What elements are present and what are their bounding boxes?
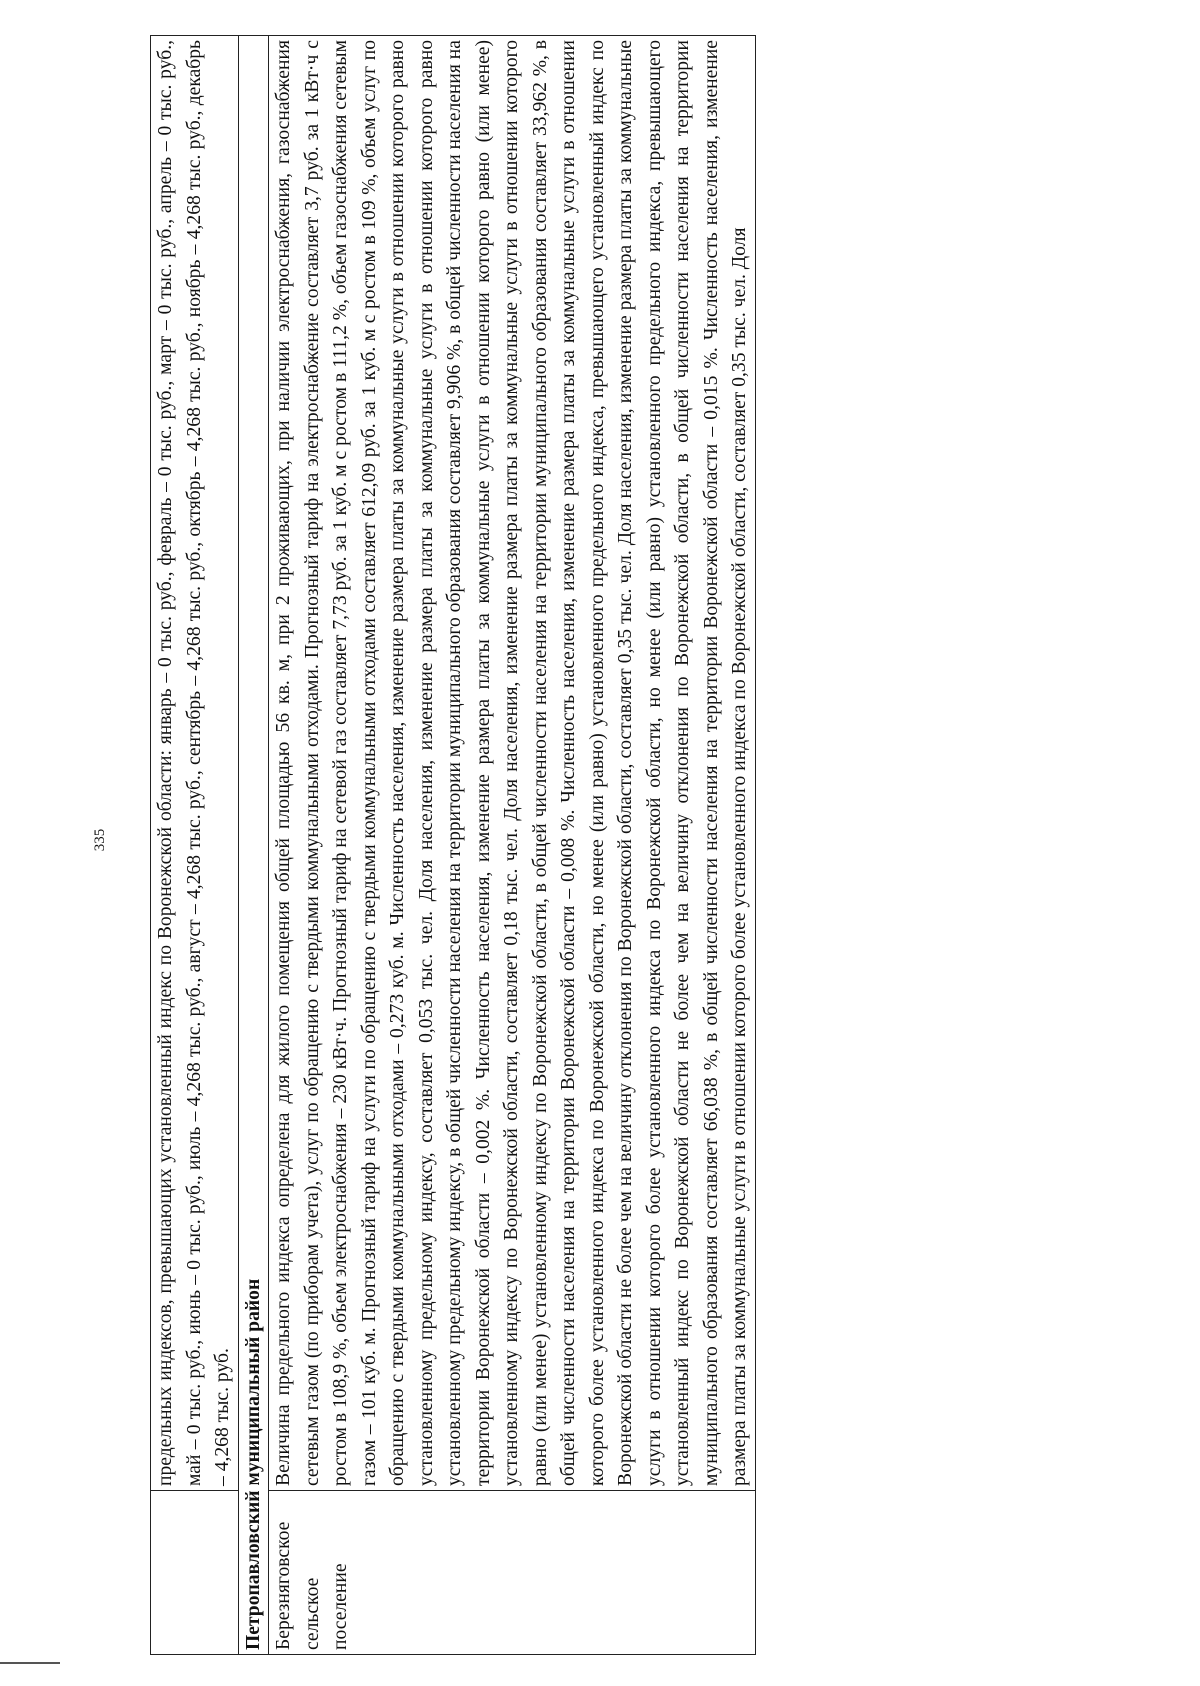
document-table <box>150 35 756 1655</box>
rotated-table-page <box>150 35 1100 1655</box>
description-cell: Величина предельного индекса определена для жилого помещения общей площадью 56 кв. м, при 2 проживающих, при наличии электроснабжения, газоснабжения сетевым газом (по приборам учета), услуг по обращению с твердыми коммунальными отходами. Прогнозный тариф на электроснабжение составляет 3,7 руб. за 1 кВт·ч с ростом в 108,9 %, объем электроснабжения – 230 кВт·ч. Прогнозный тариф на сетевой газ составляет 7,73 руб. за 1 куб. м с ростом в 111,2 %, объем газоснабжения сетевым газом – 101 куб. м. Прогнозный тариф на услуги по обращению с твердыми коммунальными отходами составляет 612,09 руб. за 1 куб. м с ростом в 109 %, объем услуг по обращению с твердыми коммунальными отходами – 0,273 куб. м. Численность населения, изменение размера платы за коммунальные услуги в отношении которого равно установленному предельному индексу, составляет 0,053 тыс. чел. Доля населения, изменение размера платы за коммунальные услуги в отношении которого равно установленному предельному индексу, в общей численности населения на территории муниципального образования составляет 9,906 %, в общей численности населения на территории Воронежской области – 0,002 %. Численность населения, изменение размера платы за коммунальные услуги в отношении которого равно (или менее) установленному индексу по Воронежской области, составляет 0,18 тыс. чел. Доля населения, изменение размера платы за коммунальные услуги в отношении которого равно (или менее) установленному индексу по Воронежской области, в общей численности населения на территории муниципального образования составляет 33,962 %, в общей численности населения на территории Воронежской области – 0,008 %. Численность населения, изменение размера платы за коммунальные услуги в отношении которого более установленного индекса по Воронежской области, но менее (или равно) установленного предельного индекса, превышающего установленный индекс по Воронежской области не более чем на величину отклонения по Воронежской области, составляет 0,35 тыс. чел. Доля населения, изменение размера платы за коммунальные услуги в отношении которого более установленного индекса по Воронежской области, но менее (или равно) установленного предельного индекса, превышающего установленный индекс по Воронежской области не более чем на величину отклонения по Воронежской области, в общей численности населения на территории муниципального образования составляет 66,038 %, в общей численности населения на территории Воронежской области – 0,015 %. Численность населения, изменение размера платы за коммунальные услуги в отношении которого более установленного индекса по Воронежской области, составляет 0,35 тыс. чел. Доля <box>269 36 756 1491</box>
table-row <box>269 36 756 1655</box>
section-header-row <box>238 36 269 1655</box>
scan-edge-mark <box>0 1662 60 1664</box>
page-number: 335 <box>92 828 108 852</box>
district-header: Петропавловский муниципальный район <box>238 36 269 1655</box>
settlement-name-cell <box>151 1491 239 1655</box>
description-cell: предельных индексов, превышающих установленный индекс по Воронежской области: январь – 0 тыс. руб., февраль – 0 тыс. руб., март – 0 тыс. руб., апрель – 0 тыс. руб., май – 0 тыс. руб., июнь – 0 тыс. руб., июль – 4,268 тыс. руб., август – 4,268 тыс. руб., сентябрь – 4,268 тыс. руб., октябрь – 4,268 тыс. руб., ноябрь – 4,268 тыс. руб., декабрь – 4,268 тыс. руб. <box>151 36 239 1491</box>
settlement-name-cell: Березняговское сельское поселение <box>269 1491 756 1655</box>
table-row <box>151 36 239 1655</box>
